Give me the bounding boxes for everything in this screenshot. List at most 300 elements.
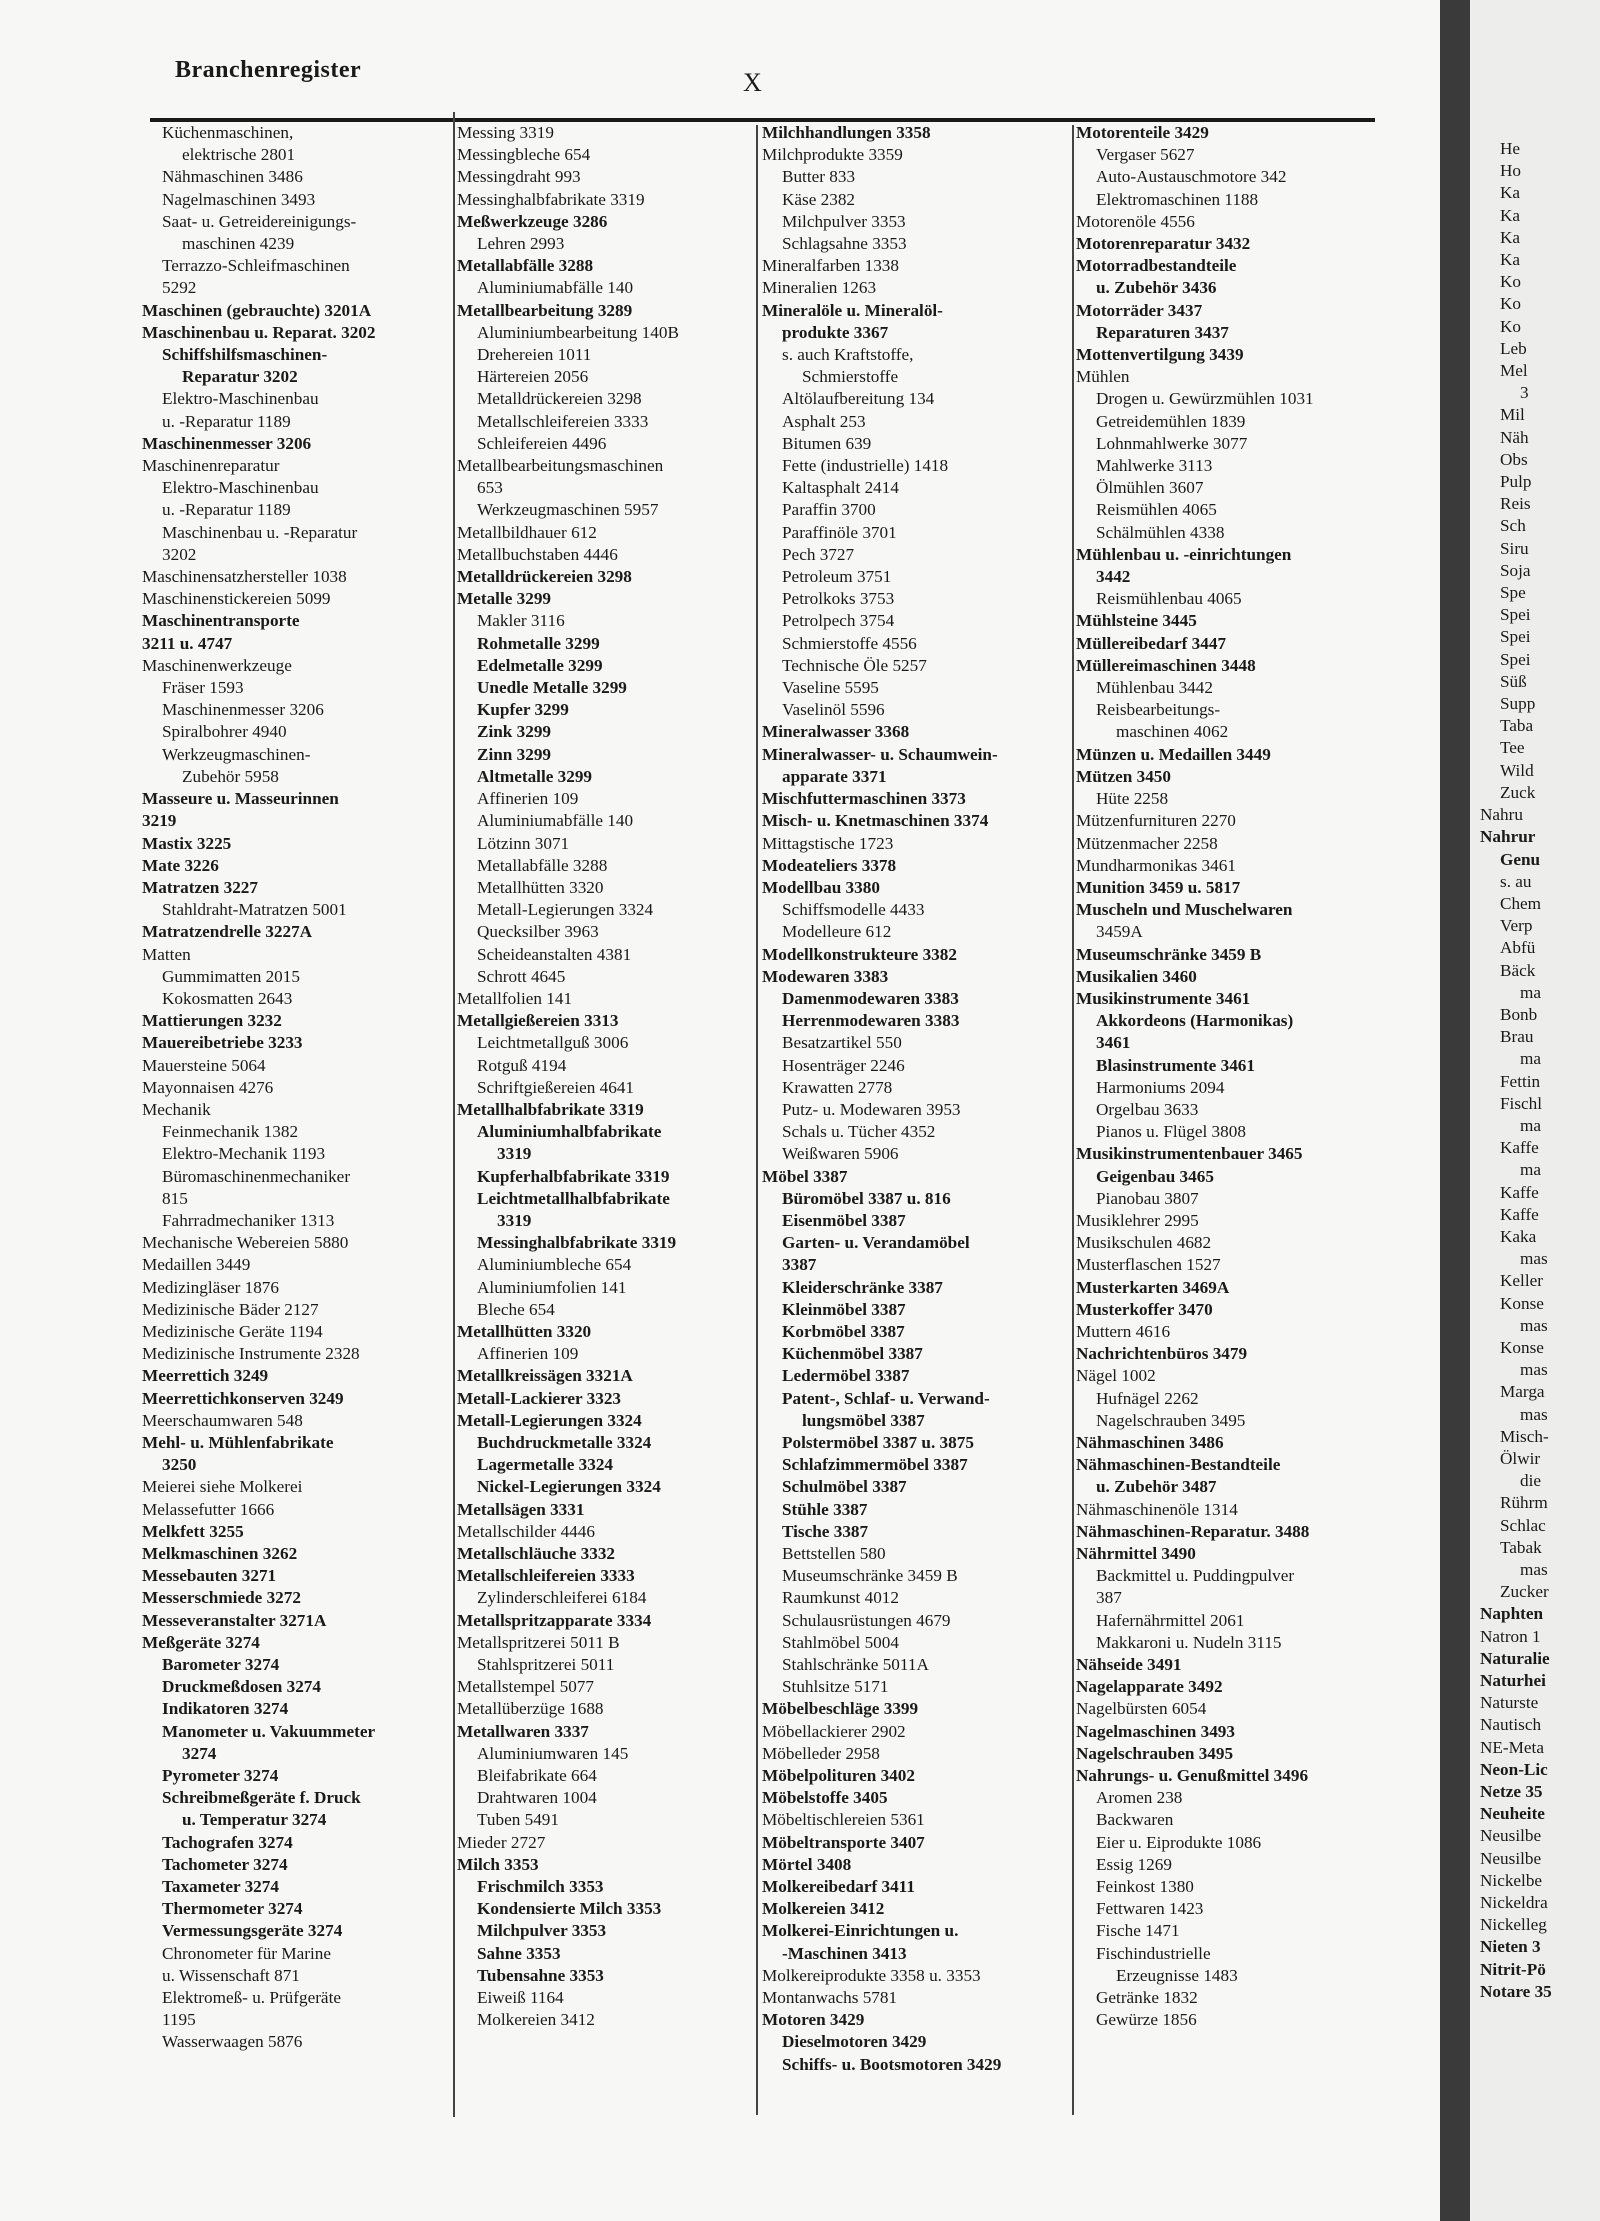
index-entry: Metall-Legierungen 3324: [457, 1410, 642, 1430]
index-entry: Museumschränke 3459 B: [1076, 944, 1262, 964]
index-entry: Meßgeräte 3274: [142, 1632, 260, 1652]
index-entry: Maschinenbau u. -Reparatur: [162, 522, 358, 542]
index-entry: Nieten 3: [1480, 1937, 1541, 1957]
index-entry: Schriftgießereien 4641: [477, 1077, 635, 1097]
index-entry: Musikschulen 4682: [1076, 1233, 1212, 1253]
index-entry: Schmierstoffe 4556: [782, 633, 917, 653]
index-entry: 3202: [162, 544, 197, 564]
index-entry: Medizinische Instrumente 2328: [142, 1344, 360, 1364]
index-entry: Netze 35: [1480, 1782, 1543, 1802]
index-entry: Mottenvertilgung 3439: [1076, 345, 1244, 365]
index-entry: Natron 1: [1480, 1626, 1541, 1646]
book-gutter: [1440, 0, 1470, 2221]
index-entry: Chem: [1500, 893, 1542, 913]
index-entry: mas: [1520, 1404, 1548, 1424]
index-entry: Metallstempel 5077: [457, 1677, 594, 1697]
index-entry: 3459A: [1096, 922, 1143, 942]
index-entry: Paraffin 3700: [782, 500, 876, 520]
index-entry: Affinerien 109: [477, 789, 579, 809]
index-entry: Mützenmacher 2258: [1076, 833, 1218, 853]
index-entry: Meierei siehe Molkerei: [142, 1477, 303, 1497]
index-entry: Zinn 3299: [477, 744, 552, 764]
index-entry: Mühlenbau u. -einrichtungen: [1076, 544, 1292, 564]
index-entry: Drahtwaren 1004: [477, 1788, 597, 1808]
index-entry: 3461: [1096, 1033, 1131, 1053]
index-entry: Matten: [142, 944, 191, 964]
index-entry: Modewaren 3383: [762, 966, 889, 986]
index-entry: Lagermetalle 3324: [477, 1455, 614, 1475]
index-entry: Pianobau 3807: [1096, 1188, 1199, 1208]
index-entry: Maschinenreparatur: [142, 456, 280, 476]
index-entry: Maschinensatzhersteller 1038: [142, 567, 347, 587]
index-entry: Milchpulver 3353: [477, 1921, 607, 1941]
index-entry: Milchprodukte 3359: [762, 145, 903, 165]
index-entry: Sahne 3353: [477, 1943, 561, 1963]
index-entry: Mineralwasser- u. Schaumwein-: [762, 744, 998, 764]
index-entry: Elektro-Maschinenbau: [162, 478, 319, 498]
index-entry: Pulp: [1500, 472, 1532, 492]
index-entry: Hosenträger 2246: [782, 1055, 905, 1075]
index-entry: Metallbildhauer 612: [457, 522, 597, 542]
index-entry: Melkfett 3255: [142, 1521, 244, 1541]
index-entry: Abfü: [1500, 938, 1536, 958]
index-entry: Putz- u. Modewaren 3953: [782, 1099, 961, 1119]
index-entry: Taba: [1500, 716, 1534, 736]
index-entry: 3319: [497, 1144, 532, 1164]
index-entry: Unedle Metalle 3299: [477, 678, 627, 698]
index-entry: Patent-, Schlaf- u. Verwand-: [782, 1388, 990, 1408]
index-entry: Petrolpech 3754: [782, 611, 895, 631]
index-entry: Tachografen 3274: [162, 1832, 293, 1852]
index-entry: Auto-Austauschmotore 342: [1096, 167, 1287, 187]
index-entry: Maschinen (gebrauchte) 3201A: [142, 300, 372, 320]
index-entry: Kleinmöbel 3387: [782, 1299, 906, 1319]
index-entry: 3319: [497, 1210, 532, 1230]
index-entry: die: [1520, 1471, 1541, 1491]
index-entry: Mühlen: [1076, 367, 1130, 387]
index-entry: Aluminiumbleche 654: [477, 1255, 632, 1275]
index-entry: Ölwir: [1500, 1448, 1541, 1468]
index-entry: 387: [1096, 1588, 1122, 1608]
index-entry: s. au: [1500, 871, 1532, 891]
index-entry: Maschinenmesser 3206: [142, 433, 312, 453]
index-entry: Montanwachs 5781: [762, 1988, 898, 2008]
index-entry: 3387: [782, 1255, 817, 1275]
index-entry: Vaselinöl 5596: [782, 700, 885, 720]
index-entry: Mahlwerke 3113: [1096, 456, 1213, 476]
index-entry: Elektro-Maschinenbau: [162, 389, 319, 409]
index-entry: Zuck: [1500, 782, 1536, 802]
index-entry: Mel: [1500, 361, 1528, 381]
index-entry: Mineralfarben 1338: [762, 256, 899, 276]
index-entry: produkte 3367: [782, 322, 889, 342]
index-entry: Fischl: [1500, 1093, 1543, 1113]
index-entry: Mauereibetriebe 3233: [142, 1033, 303, 1053]
index-entry: Schrott 4645: [477, 966, 566, 986]
index-entry: Zink 3299: [477, 722, 552, 742]
index-entry: Munition 3459 u. 5817: [1076, 877, 1241, 897]
index-entry: Schlafzimmermöbel 3387: [782, 1455, 968, 1475]
column-divider: [1072, 125, 1074, 2115]
index-entry: Nickeldra: [1480, 1893, 1548, 1913]
index-entry: Stahldraht-Matratzen 5001: [162, 900, 347, 920]
index-entry: Erzeugnisse 1483: [1116, 1965, 1238, 1985]
index-entry: Mischfuttermaschinen 3373: [762, 789, 966, 809]
index-entry: Mate 3226: [142, 855, 219, 875]
index-entry: Schlagsahne 3353: [782, 234, 907, 254]
index-entry: Möbel 3387: [762, 1166, 848, 1186]
index-entry: Schälmühlen 4338: [1096, 522, 1225, 542]
index-entry: Nickel-Legierungen 3324: [477, 1477, 661, 1497]
index-entry: Motorradbestandteile: [1076, 256, 1237, 276]
index-entry: Werkzeugmaschinen-: [162, 744, 311, 764]
index-entry: Feinkost 1380: [1096, 1877, 1194, 1897]
index-entry: Herrenmodewaren 3383: [782, 1011, 960, 1031]
index-entry: Fräser 1593: [162, 678, 244, 698]
index-entry: Kaltasphalt 2414: [782, 478, 899, 498]
index-entry: Mörtel 3408: [762, 1854, 852, 1874]
index-entry: Ho: [1500, 161, 1522, 181]
index-entry: Rotguß 4194: [477, 1055, 567, 1075]
index-entry: Blasinstrumente 3461: [1096, 1055, 1255, 1075]
index-entry: Aluminiumfolien 141: [477, 1277, 627, 1297]
index-entry: Stahlspritzerei 5011: [477, 1655, 615, 1675]
index-entry: 3250: [162, 1455, 197, 1475]
index-entry: Kokosmatten 2643: [162, 988, 293, 1008]
index-entry: 653: [477, 478, 503, 498]
index-entry: ma: [1520, 1115, 1541, 1135]
index-entry: u. -Reparatur 1189: [162, 411, 291, 431]
index-entry: Feinmechanik 1382: [162, 1122, 299, 1142]
index-entry: Quecksilber 3963: [477, 922, 599, 942]
index-entry: Asphalt 253: [782, 411, 866, 431]
index-entry: Schiffs- u. Bootsmotoren 3429: [782, 2054, 1002, 2074]
index-entry: Stühle 3387: [782, 1499, 868, 1519]
index-entry: Maschinenbau u. Reparat. 3202: [142, 322, 376, 342]
index-entry: Ledermöbel 3387: [782, 1366, 910, 1386]
index-entry: Druckmeßdosen 3274: [162, 1677, 321, 1697]
index-entry: Thermometer 3274: [162, 1899, 303, 1919]
index-entry: Neuheite: [1480, 1804, 1545, 1824]
index-entry: Kaffe: [1500, 1138, 1539, 1158]
index-entry: Metallabfälle 3288: [477, 855, 608, 875]
index-entry: Naturste: [1480, 1693, 1539, 1713]
index-entry: mas: [1520, 1315, 1548, 1335]
index-entry: Motorenreparatur 3432: [1076, 234, 1251, 254]
index-column-1: [142, 122, 434, 2054]
index-entry: Essig 1269: [1096, 1854, 1172, 1874]
index-entry: Aromen 238: [1096, 1788, 1183, 1808]
index-entry: Metallhalbfabrikate 3319: [457, 1099, 644, 1119]
index-entry: Konse: [1500, 1337, 1544, 1357]
index-entry: Manometer u. Vakuummeter: [162, 1721, 376, 1741]
index-entry: Ka: [1500, 227, 1521, 247]
index-entry: Leb: [1500, 338, 1527, 358]
column-divider: [453, 112, 455, 2117]
index-column-4: [1076, 122, 1368, 2031]
index-entry: Metallbuchstaben 4446: [457, 544, 618, 564]
index-entry: Schulmöbel 3387: [782, 1477, 907, 1497]
index-entry: Möbellackierer 2902: [762, 1721, 906, 1741]
index-entry: Nähmaschinenöle 1314: [1076, 1499, 1238, 1519]
index-entry: Wasserwaagen 5876: [162, 2032, 303, 2052]
index-entry: u. Zubehör 3436: [1096, 278, 1217, 298]
index-entry: Metallschleifereien 3333: [477, 411, 649, 431]
index-entry: Metallkreissägen 3321A: [457, 1366, 633, 1386]
index-entry: Nahrur: [1480, 827, 1536, 847]
index-entry: Metallgießereien 3313: [457, 1011, 619, 1031]
index-entry: Meerschaumwaren 548: [142, 1410, 303, 1430]
index-entry: Butter 833: [782, 167, 856, 187]
index-entry: Ko: [1500, 294, 1522, 314]
index-entry: Messingbleche 654: [457, 145, 591, 165]
index-entry: Kupferhalbfabrikate 3319: [477, 1166, 670, 1186]
index-entry: Obs: [1500, 449, 1528, 469]
index-entry: Hüte 2258: [1096, 789, 1169, 809]
index-entry: Metall-Lackierer 3323: [457, 1388, 622, 1408]
index-entry: Gewürze 1856: [1096, 2010, 1197, 2030]
index-entry: Medizinische Geräte 1194: [142, 1321, 323, 1341]
index-entry: 1195: [162, 2010, 196, 2030]
index-entry: Soja: [1500, 560, 1531, 580]
index-entry: Reparatur 3202: [182, 367, 298, 387]
index-entry: Gummimatten 2015: [162, 966, 300, 986]
index-entry: Konse: [1500, 1293, 1544, 1313]
index-entry: Notare 35: [1480, 1981, 1552, 2001]
index-entry: Muttern 4616: [1076, 1321, 1171, 1341]
index-entry: Modelleure 612: [782, 922, 892, 942]
index-entry: Käse 2382: [782, 189, 856, 209]
index-entry: Zylinderschleiferei 6184: [477, 1588, 647, 1608]
index-entry: Maschinentransporte: [142, 611, 300, 631]
index-entry: Drogen u. Gewürzmühlen 1031: [1096, 389, 1314, 409]
index-entry: Tachometer 3274: [162, 1854, 288, 1874]
index-entry: Misch-: [1500, 1426, 1549, 1446]
index-entry: maschinen 4062: [1116, 722, 1229, 742]
index-entry: Elektromeß- u. Prüfgeräte: [162, 1988, 341, 2008]
index-entry: Damenmodewaren 3383: [782, 988, 959, 1008]
index-entry: mas: [1520, 1560, 1548, 1579]
index-entry: Schiffshilfsmaschinen-: [162, 345, 328, 365]
index-entry: Bitumen 639: [782, 433, 872, 453]
index-entry: Metalldrückereien 3298: [457, 567, 632, 587]
index-entry: Nähmaschinen-Bestandteile: [1076, 1455, 1281, 1475]
index-entry: Keller: [1500, 1271, 1543, 1291]
index-entry: Drehereien 1011: [477, 345, 592, 365]
index-entry: Mieder 2727: [457, 1832, 546, 1852]
index-entry: Petroleum 3751: [782, 567, 892, 587]
index-entry: Pyrometer 3274: [162, 1766, 279, 1786]
index-entry: Masseure u. Masseurinnen: [142, 789, 339, 809]
index-entry: Spiralbohrer 4940: [162, 722, 287, 742]
index-entry: Terrazzo-Schleifmaschinen: [162, 256, 350, 276]
index-entry: Fahrradmechaniker 1313: [162, 1210, 335, 1230]
index-entry: Getränke 1832: [1096, 1988, 1198, 2008]
index-entry: Milchpulver 3353: [782, 211, 906, 231]
index-entry: Musterkarten 3469A: [1076, 1277, 1230, 1297]
index-entry: Tische 3387: [782, 1521, 869, 1541]
index-entry: Mühlenbau 3442: [1096, 678, 1213, 698]
index-entry: Messeveranstalter 3271A: [142, 1610, 327, 1630]
index-entry: Altölaufbereitung 134: [782, 389, 935, 409]
index-entry: Metallspritzerei 5011 B: [457, 1632, 620, 1652]
index-entry: Reismühlen 4065: [1096, 500, 1217, 520]
index-entry: Schleifereien 4496: [477, 433, 607, 453]
index-entry: Mineralöle u. Mineralöl-: [762, 300, 943, 320]
index-entry: Chronometer für Marine: [162, 1943, 331, 1963]
index-entry: Tabak: [1500, 1537, 1542, 1557]
index-entry: Nahru: [1480, 805, 1523, 825]
index-entry: Motorräder 3437: [1076, 300, 1203, 320]
index-entry: 815: [162, 1188, 188, 1208]
index-entry: Ko: [1500, 316, 1522, 336]
index-entry: Härtereien 2056: [477, 367, 589, 387]
index-entry: Sch: [1500, 516, 1526, 536]
index-entry: Motorenteile 3429: [1076, 123, 1209, 142]
index-entry: Müllereibedarf 3447: [1076, 633, 1227, 653]
index-entry: Edelmetalle 3299: [477, 655, 603, 675]
index-entry: Metallschläuche 3332: [457, 1544, 616, 1563]
index-entry: Nachrichtenbüros 3479: [1076, 1344, 1248, 1364]
index-entry: Ka: [1500, 250, 1521, 270]
index-entry: Stuhlsitze 5171: [782, 1677, 889, 1697]
index-entry: Schulausrüstungen 4679: [782, 1610, 951, 1630]
index-entry: Messinghalbfabrikate 3319: [457, 189, 645, 209]
index-entry: u. Wissenschaft 871: [162, 1965, 300, 1985]
page-header-title: Branchenregister: [175, 57, 362, 83]
index-entry: Spei: [1500, 627, 1531, 647]
index-entry: Tee: [1500, 738, 1525, 758]
index-entry: Eisenmöbel 3387: [782, 1210, 906, 1230]
index-entry: Reis: [1500, 494, 1531, 514]
index-entry: Fette (industrielle) 1418: [782, 456, 949, 476]
index-entry: Aluminiumabfälle 140: [477, 278, 634, 298]
index-entry: Metallschleifereien 3333: [457, 1566, 635, 1586]
index-entry: 3274: [182, 1743, 217, 1763]
index-entry: Medizingläser 1876: [142, 1277, 279, 1297]
index-entry: Matratzen 3227: [142, 877, 258, 897]
index-entry: Scheideanstalten 4381: [477, 944, 632, 964]
index-entry: Taxameter 3274: [162, 1877, 279, 1897]
index-entry: Pech 3727: [782, 544, 855, 564]
index-entry: Raumkunst 4012: [782, 1588, 899, 1608]
index-entry: Nahrungs- u. Genußmittel 3496: [1076, 1766, 1309, 1786]
index-entry: Möbeltransporte 3407: [762, 1832, 925, 1852]
index-entry: Schals u. Tücher 4352: [782, 1122, 936, 1142]
index-entry: Küchenmaschinen,: [162, 123, 294, 142]
index-entry: Spei: [1500, 605, 1531, 625]
index-entry: -Maschinen 3413: [782, 1943, 907, 1963]
index-entry: Modellbau 3380: [762, 877, 880, 897]
index-entry: Rührm: [1500, 1493, 1548, 1513]
index-entry: Molkereien 3412: [477, 2010, 595, 2030]
index-entry: Naturalie: [1480, 1648, 1550, 1668]
index-entry: Eier u. Eiprodukte 1086: [1096, 1832, 1262, 1852]
index-entry: Aluminiumhalbfabrikate: [477, 1122, 662, 1142]
index-entry: Musterkoffer 3470: [1076, 1299, 1213, 1319]
index-entry: Muscheln und Muschelwaren: [1076, 900, 1293, 920]
index-entry: Kupfer 3299: [477, 700, 569, 720]
index-entry: Dieselmotoren 3429: [782, 2032, 927, 2052]
index-entry: Metallabfälle 3288: [457, 256, 594, 276]
column-divider: [756, 125, 758, 2115]
index-entry: Metall-Legierungen 3324: [477, 900, 654, 920]
index-entry: Molkerei-Einrichtungen u.: [762, 1921, 959, 1941]
index-entry: Maschinenmesser 3206: [162, 700, 324, 720]
index-entry: Brau: [1500, 1027, 1534, 1047]
index-entry: Reismühlenbau 4065: [1096, 589, 1242, 609]
index-entry: Molkereiprodukte 3358 u. 3353: [762, 1965, 981, 1985]
index-entry: Eiweiß 1164: [477, 1988, 564, 2008]
index-entry: Süß: [1500, 671, 1527, 691]
index-entry: Schiffsmodelle 4433: [782, 900, 925, 920]
index-entry: Aluminiumabfälle 140: [477, 811, 634, 831]
index-entry: Vermessungsgeräte 3274: [162, 1921, 343, 1941]
index-entry: Pianos u. Flügel 3808: [1096, 1122, 1246, 1142]
index-entry: Milch 3353: [457, 1854, 539, 1874]
index-entry: Musikinstrumentenbauer 3465: [1076, 1144, 1303, 1164]
index-entry: Möbelstoffe 3405: [762, 1788, 888, 1808]
index-entry: Kaka: [1500, 1226, 1537, 1246]
index-entry: Meßwerkzeuge 3286: [457, 211, 608, 231]
index-entry: Vergaser 5627: [1096, 145, 1195, 165]
index-entry: Metallschilder 4446: [457, 1521, 595, 1541]
index-entry: Nähmaschinen 3486: [162, 167, 303, 187]
index-entry: Möbelpolituren 3402: [762, 1766, 915, 1786]
index-entry: 5292: [162, 278, 197, 298]
index-entry: Mützen 3450: [1076, 766, 1171, 786]
index-entry: Molkereien 3412: [762, 1899, 885, 1919]
index-entry: Nickelleg: [1480, 1915, 1547, 1935]
index-entry: Petrolkoks 3753: [782, 589, 895, 609]
index-entry: Modeateliers 3378: [762, 855, 897, 875]
index-entry: Nagelapparate 3492: [1076, 1677, 1223, 1697]
index-entry: Mineralien 1263: [762, 278, 877, 298]
index-entry: Naturhei: [1480, 1671, 1546, 1691]
index-entry: Messingdraht 993: [457, 167, 581, 187]
index-entry: Metallwaren 3337: [457, 1721, 589, 1741]
index-entry: Museumschränke 3459 B: [782, 1566, 958, 1586]
index-entry: Metallspritzapparate 3334: [457, 1610, 652, 1630]
index-entry: Besatzartikel 550: [782, 1033, 902, 1053]
index-entry: Nährmittel 3490: [1076, 1544, 1196, 1563]
index-entry: Nagelschrauben 3495: [1076, 1743, 1234, 1763]
index-entry: Modellkonstrukteure 3382: [762, 944, 957, 964]
index-entry: Büromaschinenmechaniker: [162, 1166, 351, 1186]
index-entry: Barometer 3274: [162, 1655, 280, 1675]
index-entry: Mineralwasser 3368: [762, 722, 910, 742]
index-entry: Milchhandlungen 3358: [762, 123, 931, 142]
index-entry: Leichtmetallguß 3006: [477, 1033, 629, 1053]
index-entry: Paraffinöle 3701: [782, 522, 897, 542]
index-entry: Molkereibedarf 3411: [762, 1877, 915, 1897]
index-entry: Medaillen 3449: [142, 1255, 251, 1275]
index-entry: Metallhütten 3320: [477, 877, 604, 897]
index-entry: Fischindustrielle: [1096, 1943, 1211, 1963]
index-entry: Bleifabrikate 664: [477, 1766, 597, 1786]
index-entry: Motorenöle 4556: [1076, 211, 1195, 231]
index-entry: Möbelleder 2958: [762, 1743, 880, 1763]
page-header-letter: X: [743, 68, 762, 97]
index-entry: Stahlschränke 5011A: [782, 1655, 929, 1675]
index-entry: Meerrettich 3249: [142, 1366, 269, 1386]
index-entry: Korbmöbel 3387: [782, 1321, 905, 1341]
index-entry: Vaseline 5595: [782, 678, 879, 698]
index-entry: maschinen 4239: [182, 234, 295, 254]
index-entry: Möbeltischlereien 5361: [762, 1810, 925, 1830]
index-entry: Nagelschrauben 3495: [1096, 1410, 1246, 1430]
index-column-2: [457, 122, 749, 2031]
